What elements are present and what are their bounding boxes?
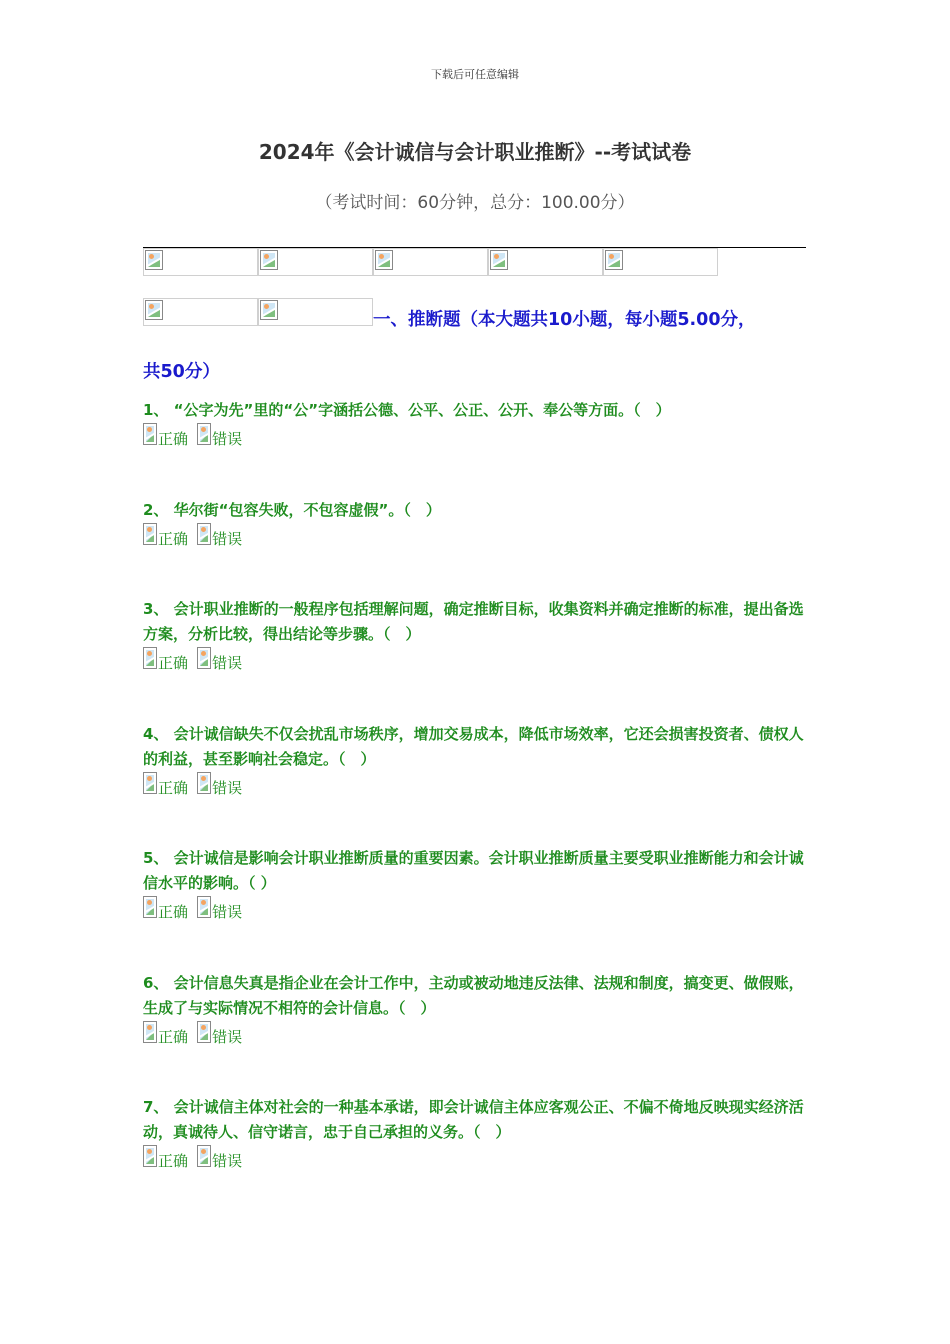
question-7: 7、 会计诚信主体对社会的一种基本承诺，即会计诚信主体应客观公正、不偏不倚地反映现实经济活动，真诚待人、信守诺言，忠于自己承担的义务。（ ） bbox=[143, 1098, 804, 1141]
broken-image-icon bbox=[143, 423, 157, 445]
option-correct[interactable] bbox=[143, 423, 188, 449]
broken-image-icon bbox=[197, 1145, 211, 1167]
section-heading bbox=[143, 294, 813, 398]
option-label: 错误 bbox=[212, 530, 243, 548]
broken-image-icon bbox=[143, 523, 157, 545]
option-label: 正确 bbox=[158, 654, 189, 672]
broken-image-icon bbox=[260, 250, 278, 270]
option-label: 正确 bbox=[158, 1152, 189, 1170]
option-correct[interactable] bbox=[143, 523, 188, 549]
option-correct[interactable] bbox=[143, 772, 188, 798]
broken-image-icon bbox=[143, 1145, 157, 1167]
option-label: 正确 bbox=[158, 1028, 189, 1046]
option-label: 正确 bbox=[158, 779, 189, 797]
broken-image-icon bbox=[197, 423, 211, 445]
options-q1 bbox=[143, 423, 246, 449]
broken-image-icon bbox=[143, 772, 157, 794]
broken-image-icon bbox=[197, 772, 211, 794]
option-label: 错误 bbox=[212, 1152, 243, 1170]
option-wrong[interactable] bbox=[197, 647, 242, 673]
question-5: 5、 会计诚信是影响会计职业推断质量的重要因素。会计职业推断质量主要受职业推断能力和会计诚信水平的影响。（ ） bbox=[143, 849, 804, 892]
header-note: 下载后可任意编辑 bbox=[431, 68, 519, 81]
exam-info: （考试时间：60分钟，总分：100.00分） bbox=[315, 193, 635, 213]
question-6: 6、 会计信息失真是指企业在会计工作中，主动或被动地违反法律、法规和制度，搞变更、做假账，生成了与实际情况不相符的会计信息。（ ） bbox=[143, 974, 804, 1017]
option-wrong[interactable] bbox=[197, 423, 242, 449]
option-label: 正确 bbox=[158, 903, 189, 921]
option-wrong[interactable] bbox=[197, 1021, 242, 1047]
page-title: 2024年《会计诚信与会计职业推断》--考试试卷 bbox=[258, 140, 692, 164]
option-correct[interactable] bbox=[143, 1021, 188, 1047]
image-cell bbox=[373, 248, 488, 276]
broken-image-icon bbox=[197, 523, 211, 545]
option-wrong[interactable] bbox=[197, 772, 242, 798]
option-label: 错误 bbox=[212, 779, 243, 797]
option-label: 错误 bbox=[212, 430, 243, 448]
option-label: 错误 bbox=[212, 1028, 243, 1046]
option-label: 正确 bbox=[158, 530, 189, 548]
broken-image-icon bbox=[143, 1021, 157, 1043]
option-correct[interactable] bbox=[143, 647, 188, 673]
broken-image-icon bbox=[375, 250, 393, 270]
options-q3 bbox=[143, 647, 246, 673]
broken-image-icon bbox=[197, 1021, 211, 1043]
broken-image-icon bbox=[143, 647, 157, 669]
option-label: 错误 bbox=[212, 903, 243, 921]
options-q2 bbox=[143, 523, 246, 549]
image-cell bbox=[603, 248, 718, 276]
broken-image-icon bbox=[145, 250, 163, 270]
question-1: 1、 “公字为先”里的“公”字涵括公德、公平、公正、公开、奉公等方面。（ ） bbox=[143, 401, 671, 419]
question-2: 2、 华尔街“包容失败，不包容虚假”。（ ） bbox=[143, 501, 441, 519]
question-4: 4、 会计诚信缺失不仅会扰乱市场秩序，增加交易成本，降低市场效率，它还会损害投资者、债权人的利益，甚至影响社会稳定。（ ） bbox=[143, 725, 804, 768]
option-wrong[interactable] bbox=[197, 896, 242, 922]
option-wrong[interactable] bbox=[197, 1145, 242, 1171]
broken-image-icon bbox=[197, 896, 211, 918]
options-q7 bbox=[143, 1145, 246, 1171]
section-heading-line1: 一、推断题（本大题共10小题，每小题5.00分， bbox=[373, 310, 756, 330]
image-cell bbox=[488, 248, 603, 276]
broken-image-icon bbox=[197, 647, 211, 669]
broken-image-icon bbox=[143, 896, 157, 918]
options-q6 bbox=[143, 1021, 246, 1047]
options-q4 bbox=[143, 772, 246, 798]
option-wrong[interactable] bbox=[197, 523, 242, 549]
option-correct[interactable] bbox=[143, 1145, 188, 1171]
option-label: 错误 bbox=[212, 654, 243, 672]
question-3: 3、 会计职业推断的一般程序包括理解问题，确定推断目标，收集资料并确定推断的标准，提出备选方案，分析比较，得出结论等步骤。（ ） bbox=[143, 600, 804, 643]
option-label: 正确 bbox=[158, 430, 189, 448]
section-heading-line2: 共50分） bbox=[143, 362, 220, 382]
image-cell bbox=[258, 248, 373, 276]
option-correct[interactable] bbox=[143, 896, 188, 922]
broken-image-icon bbox=[490, 250, 508, 270]
options-q5 bbox=[143, 896, 246, 922]
broken-image-icon bbox=[605, 250, 623, 270]
image-cell bbox=[143, 248, 258, 276]
